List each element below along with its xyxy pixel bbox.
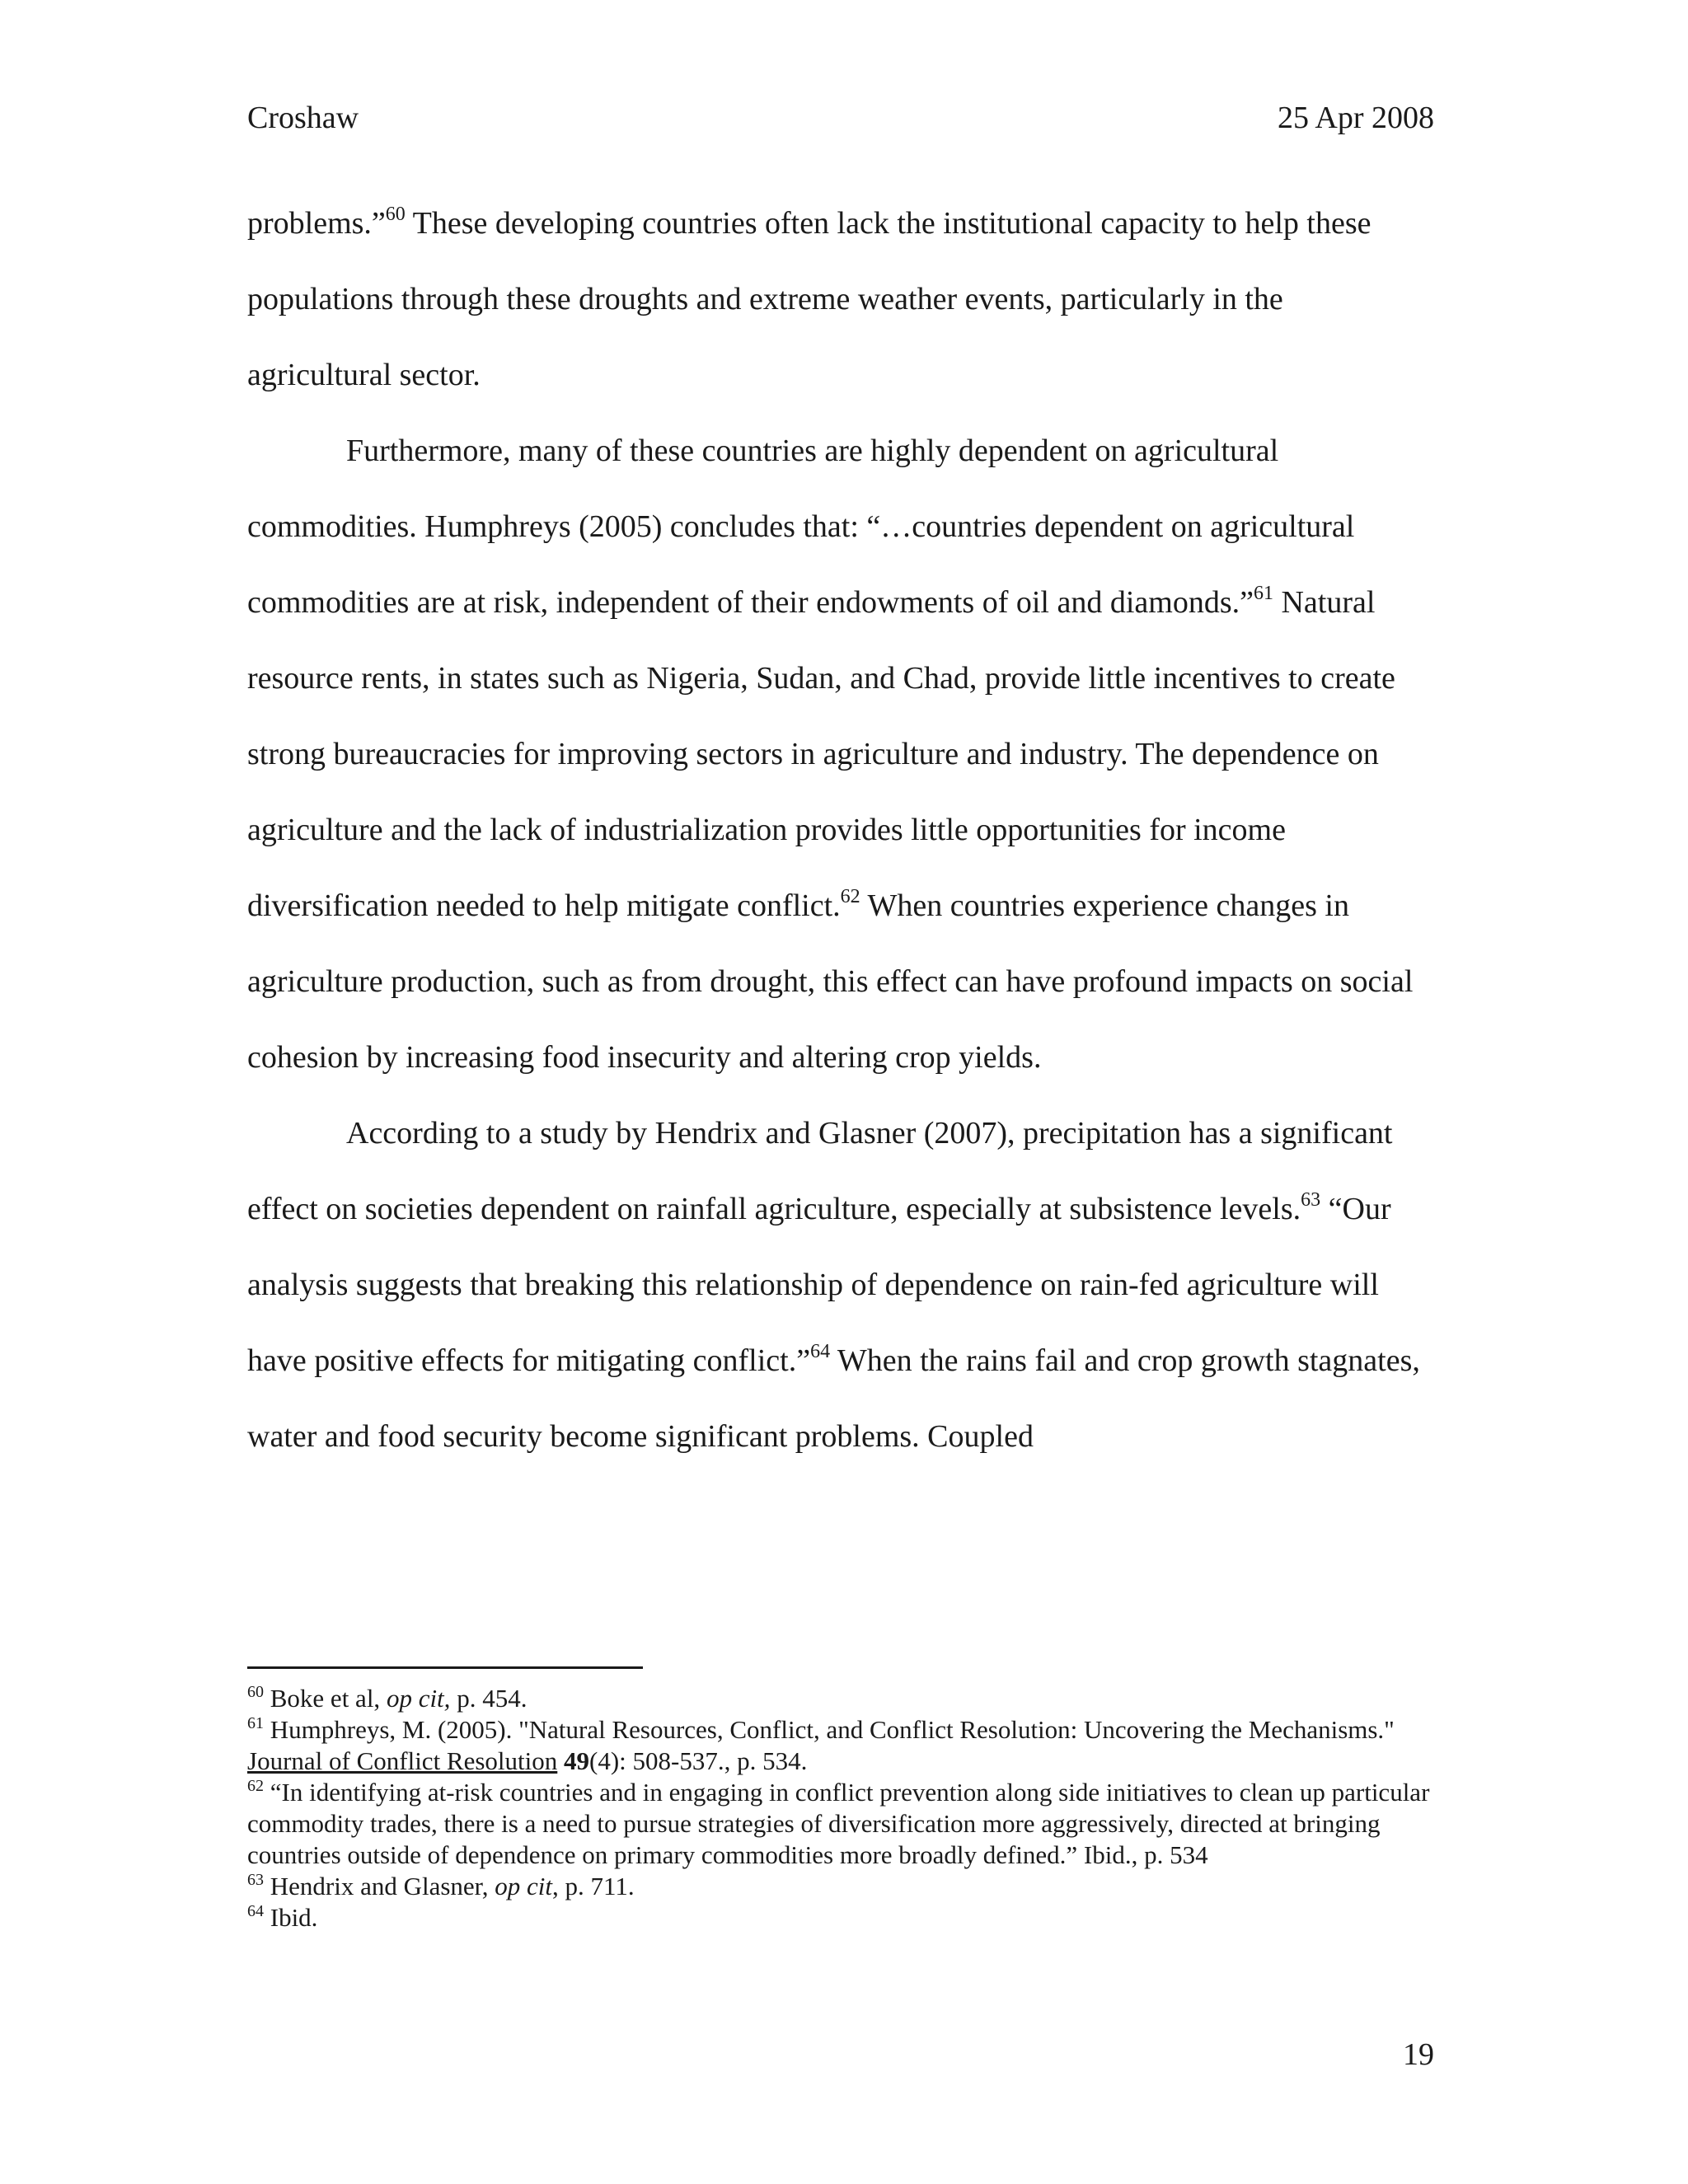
footnote-64-text: Ibid.	[264, 1903, 318, 1932]
footnote-64-number: 64	[247, 1902, 264, 1920]
footnote-63	[247, 1871, 1434, 1902]
paragraph-1	[247, 185, 1434, 413]
footnote-63-text-a: Hendrix and Glasner,	[264, 1872, 495, 1900]
footnote-ref-60[interactable]: 60	[385, 204, 406, 225]
footnote-61-text-b: (4): 508-537., p. 534.	[589, 1746, 808, 1775]
running-header	[247, 97, 1434, 138]
paragraph-3	[247, 1095, 1434, 1474]
footnote-62	[247, 1777, 1434, 1871]
footnote-63-number: 63	[247, 1871, 264, 1889]
footnote-61-text-a: Humphreys, M. (2005). "Natural Resources, Conflict, and Conflict Resolution: Uncovering the Mechanisms."	[264, 1715, 1395, 1744]
footnote-64	[247, 1902, 1434, 1933]
footnote-ref-61[interactable]: 61	[1253, 583, 1273, 604]
footnote-61	[247, 1714, 1434, 1777]
body-text	[247, 185, 1434, 1474]
paragraph-2-text-b: Natural resource rents, in states such as Nigeria, Sudan, and Chad, provide little incentives to create strong bureaucracies for improving sectors in agriculture and industry. The dependence on agriculture and the lack of industrialization provides little opportunities for income diversification needed to help mitigate conflict.	[247, 585, 1395, 923]
footnote-ref-64[interactable]: 64	[810, 1341, 831, 1362]
footnote-ref-62[interactable]: 62	[840, 886, 860, 907]
paragraph-3-text-c: When the rains fail and crop growth stagnates, water and food security become significant problems. Coupled	[247, 1343, 1420, 1454]
paragraph-2	[247, 413, 1434, 1095]
footnote-62-number: 62	[247, 1777, 264, 1795]
header-author: Croshaw	[247, 101, 359, 135]
footnote-62-text: “In identifying at-risk countries and in engaging in conflict prevention along side initiatives to clean up particular commodity trades, there is a need to pursue strategies of diversification more aggressively, directed at bringing countries outside of dependence on primary commodities more broadly defined.” Ibid., p. 534	[247, 1778, 1430, 1869]
paragraph-2-text-c: When countries experience changes in agriculture production, such as from drought, this effect can have profound impacts on social cohesion by increasing food insecurity and altering crop yields.	[247, 888, 1414, 1075]
paragraph-2-text-a: Furthermore, many of these countries are highly dependent on agricultural commodities. Humphreys (2005) concludes that: “…countries dependent on agricultural commodities are at risk, independent of their endowments of oil and diamonds.”	[247, 434, 1355, 620]
footnote-61-number: 61	[247, 1714, 264, 1732]
paragraph-3-text-a: According to a study by Hendrix and Glasner (2007), precipitation has a significant effect on societies dependent on rainfall agriculture, especially at subsistence levels.	[247, 1116, 1393, 1226]
footnotes	[247, 1683, 1434, 1933]
footnote-60-number: 60	[247, 1683, 264, 1701]
footnote-60-italic: op cit,	[386, 1684, 451, 1713]
footnote-ref-63[interactable]: 63	[1301, 1189, 1321, 1211]
header-date: 25 Apr 2008	[1278, 101, 1434, 135]
footnote-63-italic: op cit	[495, 1872, 553, 1900]
paragraph-3-text-b: “Our analysis suggests that breaking this relationship of dependence on rain-fed agriculture will have positive effects for mitigating conflict.”	[247, 1192, 1391, 1378]
page-number: 19	[1403, 2037, 1434, 2072]
footnote-60	[247, 1683, 1434, 1714]
footnote-60-text-b: p. 454.	[450, 1684, 528, 1713]
footnote-separator	[247, 1666, 643, 1669]
paragraph-1-text-b: These developing countries often lack the institutional capacity to help these populations through these droughts and extreme weather events, particularly in the agricultural sector.	[247, 206, 1372, 392]
footnote-60-text-a: Boke et al,	[264, 1684, 387, 1713]
footnote-61-journal: Journal of Conflict Resolution	[247, 1746, 558, 1775]
paragraph-1-text-a: problems.”	[247, 206, 386, 241]
footnote-63-text-b: , p. 711.	[552, 1872, 635, 1900]
footnote-61-volume: 49	[564, 1746, 590, 1775]
